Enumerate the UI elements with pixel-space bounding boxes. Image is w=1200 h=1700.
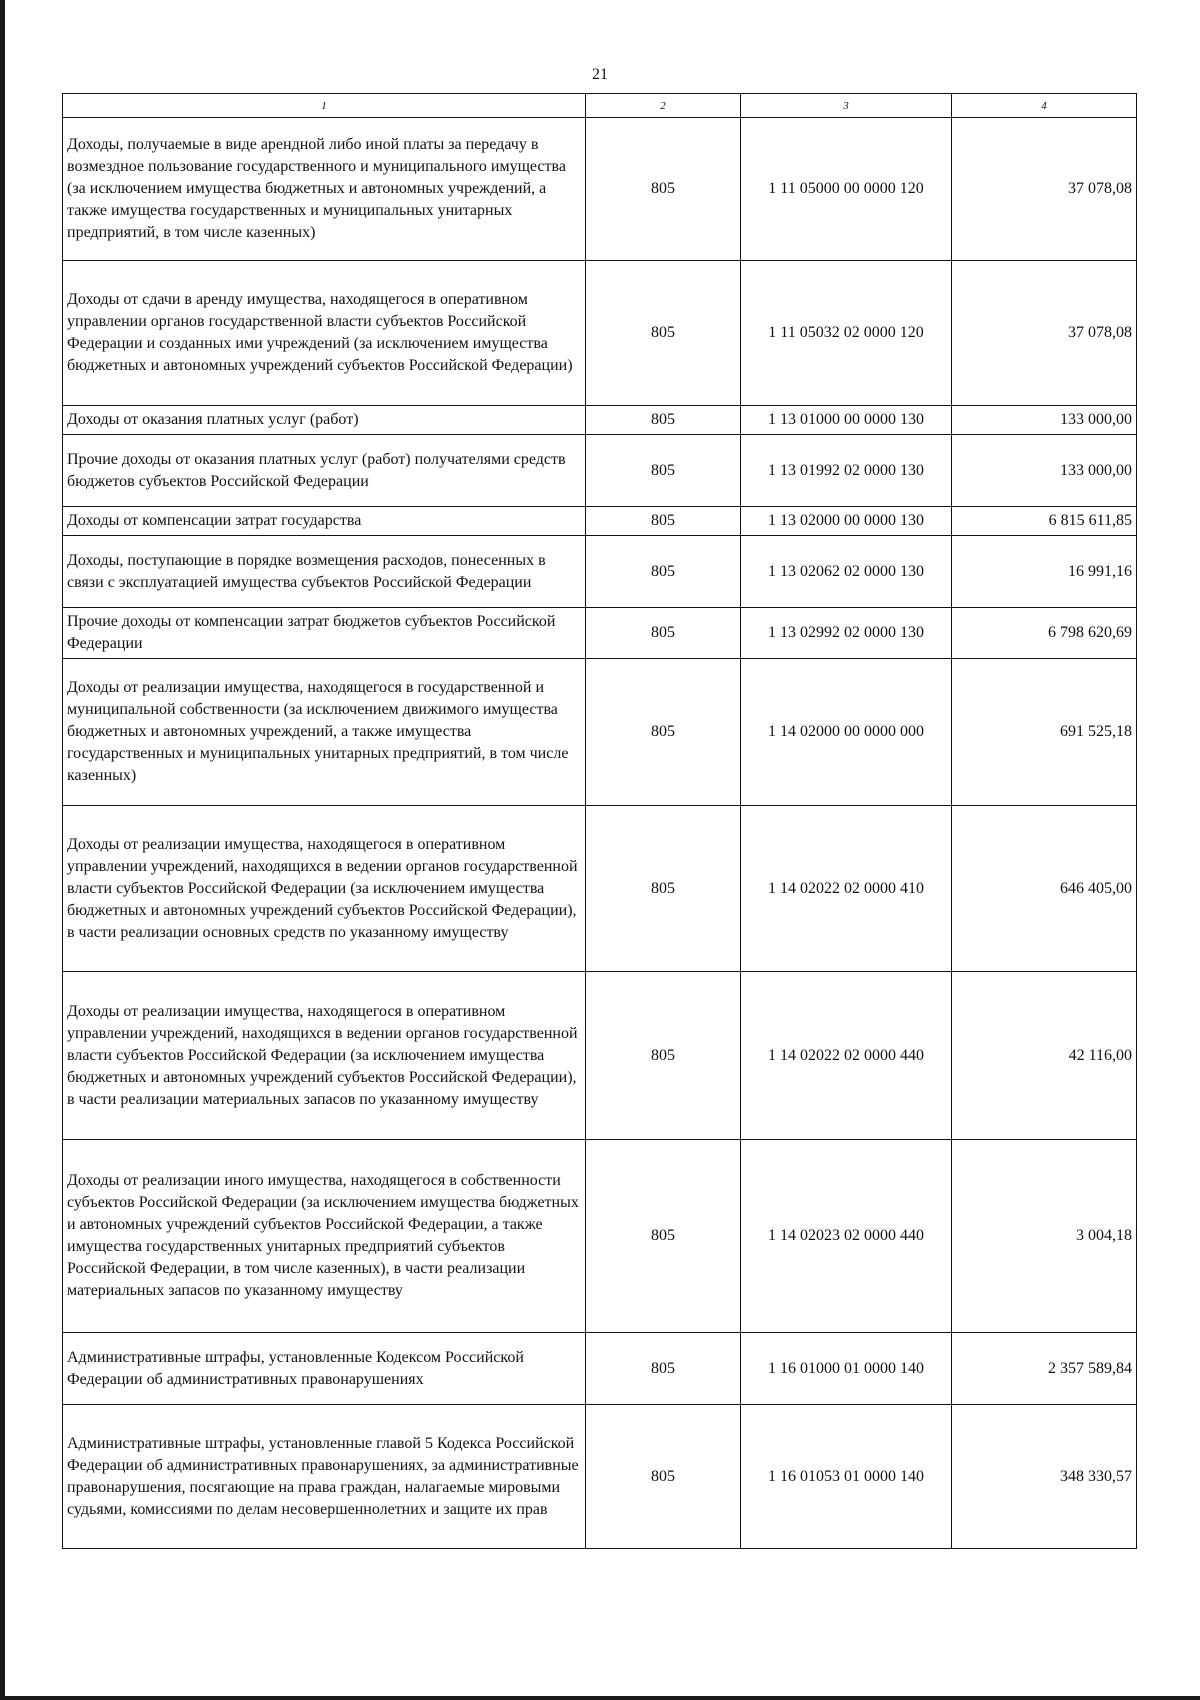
table-row — [63, 608, 1137, 659]
row-amount: 2 357 589,84 — [952, 1333, 1137, 1405]
row-admin-code: 805 — [586, 118, 741, 261]
row-budget-code: 1 13 01000 00 0000 130 — [741, 406, 952, 435]
row-budget-code: 1 13 01992 02 0000 130 — [741, 435, 952, 507]
row-amount: 348 330,57 — [952, 1405, 1137, 1549]
row-description: Административные штрафы, установленные главой 5 Кодекса Российской Федерации об административных правонарушениях, за административные правонарушения, посягающие на права граждан, налагаемые мировыми судьями, комиссиями по делам несовершеннолетних и защите их прав — [63, 1405, 586, 1549]
row-admin-code: 805 — [586, 536, 741, 608]
row-description: Доходы, поступающие в порядке возмещения расходов, понесенных в связи с эксплуатацией имущества субъектов Российской Федерации — [63, 536, 586, 608]
table-row — [63, 261, 1137, 406]
table-row — [63, 1333, 1137, 1405]
column-number-1: 1 — [63, 94, 586, 118]
row-budget-code: 1 11 05032 02 0000 120 — [741, 261, 952, 406]
table-row — [63, 435, 1137, 507]
row-budget-code: 1 16 01000 01 0000 140 — [741, 1333, 952, 1405]
row-budget-code: 1 11 05000 00 0000 120 — [741, 118, 952, 261]
row-amount: 16 991,16 — [952, 536, 1137, 608]
row-description: Доходы от сдачи в аренду имущества, находящегося в оперативном управлении органов государственной власти субъектов Российской Федерации и созданных ими учреждений (за исключением имущества бюджетных и автономных учреждений субъектов Российской Федерации) — [63, 261, 586, 406]
scan-border-bottom — [0, 1696, 1200, 1700]
row-admin-code: 805 — [586, 406, 741, 435]
row-admin-code: 805 — [586, 1405, 741, 1549]
row-description: Доходы от реализации имущества, находящегося в оперативном управлении учреждений, находящихся в ведении органов государственной власти субъектов Российской Федерации (за исключением имущества бюджетных и автономных учреждений субъектов Российской Федерации), в части реализации основных средств по указанному имуществу — [63, 806, 586, 972]
row-description: Прочие доходы от оказания платных услуг (работ) получателями средств бюджетов субъектов Российской Федерации — [63, 435, 586, 507]
row-description: Доходы, получаемые в виде арендной либо иной платы за передачу в возмездное пользование государственного и муниципального имущества (за исключением имущества бюджетных и автономных учреждений, а также имущества государственных и муниципальных унитарных предприятий, в том числе казенных) — [63, 118, 586, 261]
table-row — [63, 536, 1137, 608]
row-budget-code: 1 14 02022 02 0000 440 — [741, 972, 952, 1140]
row-amount: 133 000,00 — [952, 435, 1137, 507]
row-amount: 6 798 620,69 — [952, 608, 1137, 659]
table-row — [63, 1405, 1137, 1549]
column-number-row — [63, 94, 1137, 118]
page-number: 21 — [592, 66, 608, 83]
row-description: Доходы от оказания платных услуг (работ) — [63, 406, 586, 435]
row-admin-code: 805 — [586, 1333, 741, 1405]
row-admin-code: 805 — [586, 659, 741, 806]
row-budget-code: 1 14 02023 02 0000 440 — [741, 1140, 952, 1333]
row-amount: 42 116,00 — [952, 972, 1137, 1140]
row-amount: 37 078,08 — [952, 118, 1137, 261]
revenue-table — [62, 93, 1137, 1549]
row-amount: 3 004,18 — [952, 1140, 1137, 1333]
row-amount: 133 000,00 — [952, 406, 1137, 435]
row-description: Доходы от реализации иного имущества, находящегося в собственности субъектов Российской Федерации (за исключением имущества бюджетных и автономных учреждений субъектов Российской Федерации, а также имущества государственных унитарных предприятий субъектов Российской Федерации, в том числе казенных), в части реализации материальных запасов по указанному имуществу — [63, 1140, 586, 1333]
row-budget-code: 1 14 02022 02 0000 410 — [741, 806, 952, 972]
row-budget-code: 1 13 02062 02 0000 130 — [741, 536, 952, 608]
row-description: Доходы от реализации имущества, находящегося в оперативном управлении учреждений, находящихся в ведении органов государственной власти субъектов Российской Федерации (за исключением имущества бюджетных и автономных учреждений субъектов Российской Федерации), в части реализации материальных запасов по указанному имуществу — [63, 972, 586, 1140]
row-admin-code: 805 — [586, 507, 741, 536]
row-budget-code: 1 13 02000 00 0000 130 — [741, 507, 952, 536]
row-budget-code: 1 16 01053 01 0000 140 — [741, 1405, 952, 1549]
table-row — [63, 1140, 1137, 1333]
table-row — [63, 972, 1137, 1140]
column-number-4: 4 — [952, 94, 1137, 118]
row-description: Доходы от реализации имущества, находящегося в государственной и муниципальной собственности (за исключением движимого имущества бюджетных и автономных учреждений, а также имущества государственных и муниципальных унитарных предприятий, в том числе казенных) — [63, 659, 586, 806]
table-row — [63, 806, 1137, 972]
row-amount: 37 078,08 — [952, 261, 1137, 406]
row-admin-code: 805 — [586, 261, 741, 406]
row-admin-code: 805 — [586, 608, 741, 659]
table-row — [63, 406, 1137, 435]
table-row — [63, 507, 1137, 536]
row-admin-code: 805 — [586, 435, 741, 507]
row-amount: 691 525,18 — [952, 659, 1137, 806]
row-description: Прочие доходы от компенсации затрат бюджетов субъектов Российской Федерации — [63, 608, 586, 659]
scan-border-left — [0, 0, 5, 1700]
row-admin-code: 805 — [586, 806, 741, 972]
table-row — [63, 118, 1137, 261]
table-row — [63, 659, 1137, 806]
row-amount: 646 405,00 — [952, 806, 1137, 972]
row-amount: 6 815 611,85 — [952, 507, 1137, 536]
row-budget-code: 1 14 02000 00 0000 000 — [741, 659, 952, 806]
row-budget-code: 1 13 02992 02 0000 130 — [741, 608, 952, 659]
column-number-3: 3 — [741, 94, 952, 118]
row-description: Доходы от компенсации затрат государства — [63, 507, 586, 536]
column-number-2: 2 — [586, 94, 741, 118]
row-admin-code: 805 — [586, 1140, 741, 1333]
row-admin-code: 805 — [586, 972, 741, 1140]
row-description: Административные штрафы, установленные Кодексом Российской Федерации об административных правонарушениях — [63, 1333, 586, 1405]
